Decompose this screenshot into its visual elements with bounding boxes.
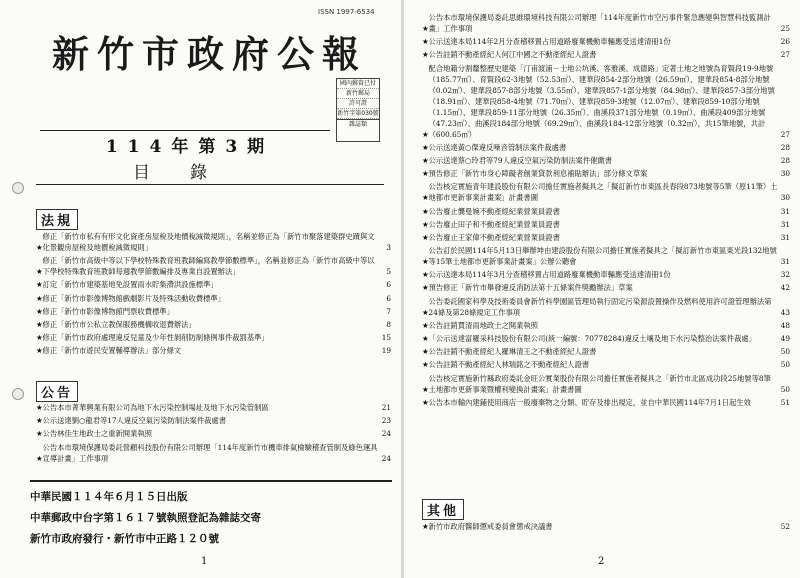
star-bullet-icon: ★ bbox=[36, 403, 43, 412]
toc-entry-page: 50 bbox=[780, 384, 790, 394]
toc-entry[interactable] bbox=[422, 373, 790, 395]
page-number: 2 bbox=[598, 556, 605, 567]
binder-hole bbox=[12, 388, 24, 400]
star-bullet-icon: ★ bbox=[422, 307, 429, 317]
publication-rule bbox=[30, 480, 392, 482]
toc-entry-title: 公示送達本局114年3月分查稽移置占用道路廢棄機動車輛應受送達清冊1份 bbox=[428, 270, 671, 280]
toc-entry[interactable] bbox=[36, 415, 391, 426]
star-bullet-icon: ★ bbox=[422, 129, 429, 139]
star-bullet-icon: ★ bbox=[422, 334, 429, 343]
publisher-address: 新竹市政府發行・新竹市中正路１２０號 bbox=[30, 533, 219, 545]
postal-registration: 中華郵政中台字第１６１７號執照登記為雜誌交寄 bbox=[30, 512, 261, 524]
toc-entry-title: 修正「新竹市遊民安置輔導辦法」部分條文 bbox=[42, 346, 182, 356]
section-heading-announcements: 公告 bbox=[36, 381, 78, 402]
toc-entry-page: 21 bbox=[381, 403, 391, 412]
publication-date: 中華民國１１４年６月１５日出版 bbox=[30, 491, 188, 503]
star-bullet-icon: ★ bbox=[422, 283, 429, 293]
toc-entry-title: 預告修正「新竹市舉發違反消防法第十五條案件獎勵辦法」草案 bbox=[428, 283, 633, 293]
toc-entry[interactable] bbox=[422, 49, 790, 60]
toc-entry-title: 公告廢止王家偉不動產經紀業營業員證書 bbox=[428, 232, 560, 242]
toc-entry[interactable] bbox=[422, 359, 790, 370]
toc-entry-title: 公告註銷不動產經紀人羅琳清王之不動產經紀人證書 bbox=[428, 347, 597, 357]
binder-hole bbox=[12, 182, 24, 194]
star-bullet-icon: ★ bbox=[422, 37, 429, 47]
star-bullet-icon: ★ bbox=[422, 24, 429, 33]
stamp-line: 雜誌類 bbox=[337, 119, 379, 129]
toc-entry[interactable] bbox=[422, 333, 790, 344]
star-bullet-icon: ★ bbox=[422, 360, 429, 370]
star-bullet-icon: ★ bbox=[422, 142, 429, 152]
toc-entry[interactable] bbox=[422, 232, 790, 243]
regulations-list bbox=[36, 231, 391, 359]
toc-entry-title: 公告註銷賈清雨地政士之開業執照 bbox=[428, 320, 538, 330]
toc-entry[interactable] bbox=[36, 402, 391, 413]
toc-entry-title: 公告委託國家科學及技術委員會新竹科學園區管理局執行固定污染源設置操作及燃料使用許可證管理辦法第24條及第28條規定工作事項 bbox=[428, 296, 772, 317]
toc-entry-page: 23 bbox=[381, 416, 391, 426]
announcements-list bbox=[36, 402, 391, 466]
toc-entry[interactable] bbox=[36, 332, 391, 343]
toc-entry-page: 25 bbox=[780, 24, 790, 33]
toc-entry-page: 24 bbox=[381, 453, 391, 463]
toc-entry[interactable] bbox=[36, 345, 391, 356]
toc-entry-title: 訂定「新竹市建築基地免設置雨水貯集滯洪設施標準」 bbox=[42, 280, 218, 290]
stamp-line: 國內郵資已付 bbox=[337, 79, 379, 89]
toc-entry[interactable] bbox=[422, 155, 790, 166]
toc-entry-title: 公告本市環境保護局委託思維環境科技有限公司辦理「114年度新竹市空污事件緊急應變與智慧科技監測計畫」工作事項 bbox=[428, 13, 771, 33]
stamp-line: 新竹郵局 bbox=[337, 89, 379, 99]
star-bullet-icon: ★ bbox=[36, 306, 43, 316]
toc-entry[interactable] bbox=[422, 296, 790, 318]
toc-entry-title: 公告核定實施青年建設股份有限公司擔任實施者擬具之「擬訂新竹市東區長春段873地號等5筆（原11筆）土地都市更新事業計畫案」計畫書圖 bbox=[428, 182, 778, 203]
toc-entry-page: 31 bbox=[780, 206, 790, 216]
toc-entry-page: 27 bbox=[780, 50, 790, 60]
toc-entry-title: 公示送達本局114年2月分查稽移置占用道路廢棄機動車輛應受送達清冊1份 bbox=[428, 37, 671, 47]
toc-entry-page: 6 bbox=[386, 293, 391, 303]
toc-entry-page: 28 bbox=[780, 142, 790, 152]
issue-number: 114年第3期 bbox=[105, 137, 275, 157]
star-bullet-icon: ★ bbox=[36, 453, 43, 463]
star-bullet-icon: ★ bbox=[422, 155, 429, 165]
stamp-line: 許可證 bbox=[337, 99, 379, 109]
toc-entry-page: 6 bbox=[386, 280, 391, 290]
star-bullet-icon: ★ bbox=[422, 169, 429, 179]
toc-entry[interactable] bbox=[422, 63, 790, 140]
toc-entry-page: 50 bbox=[780, 347, 790, 357]
toc-entry[interactable] bbox=[422, 521, 790, 532]
toc-entry[interactable] bbox=[36, 279, 391, 290]
star-bullet-icon: ★ bbox=[422, 50, 429, 60]
toc-entry-page: 7 bbox=[386, 306, 391, 316]
star-bullet-icon: ★ bbox=[36, 429, 43, 439]
toc-entry-page: 8 bbox=[386, 319, 391, 329]
toc-entry[interactable] bbox=[36, 255, 391, 277]
toc-entry-page: 28 bbox=[780, 155, 790, 165]
toc-entry[interactable] bbox=[36, 231, 391, 253]
toc-entry-page: 31 bbox=[780, 219, 790, 229]
star-bullet-icon: ★ bbox=[422, 193, 429, 203]
star-bullet-icon: ★ bbox=[36, 243, 43, 252]
toc-entry-title: 修正「新竹市影像博物館戲劇影片及特殊活動收費標準」 bbox=[42, 293, 225, 303]
toc-entry-page: 30 bbox=[780, 193, 790, 203]
toc-entry[interactable] bbox=[422, 206, 790, 217]
toc-entry-page: 51 bbox=[780, 397, 790, 407]
section-heading-other: 其他 bbox=[422, 499, 464, 520]
star-bullet-icon: ★ bbox=[422, 257, 429, 267]
toc-entry-title: 公告本市菁華興業有限公司為地下水污染控制場址及地下水污染管制區 bbox=[42, 403, 269, 412]
star-bullet-icon: ★ bbox=[36, 293, 43, 303]
toc-entry-page: 43 bbox=[780, 307, 790, 317]
toc-entry-title: 「公示送達富羅采科技股份有限公司(統一編號：70778284)違反土壤及地下水污染整治法案件裁處」 bbox=[428, 334, 756, 343]
toc-entry-page: 3 bbox=[386, 243, 391, 252]
toc-entry-page: 30 bbox=[780, 169, 790, 179]
toc-entry-title: 公示送達黃○傑違反噪音管制法案件裁處書 bbox=[428, 142, 567, 152]
star-bullet-icon: ★ bbox=[422, 219, 429, 229]
publication-info bbox=[30, 487, 392, 550]
star-bullet-icon: ★ bbox=[422, 270, 429, 280]
right-page bbox=[404, 0, 800, 578]
toc-entry-title: 修正「新竹市影像博物館門票收費標準」 bbox=[42, 306, 174, 316]
toc-entry-page: 50 bbox=[780, 360, 790, 370]
star-bullet-icon: ★ bbox=[422, 206, 429, 216]
toc-entry-title: 修正「新竹市私有有形文化資產房屋稅及地價稅減徵規則」，名稱並修正為「新竹市聚落建築群史蹟與文化景觀房屋稅及地價稅減徵規則」 bbox=[42, 232, 375, 252]
star-bullet-icon: ★ bbox=[36, 319, 43, 329]
toc-entry[interactable] bbox=[36, 428, 391, 439]
toc-entry-page: 49 bbox=[780, 334, 790, 343]
toc-entry[interactable] bbox=[422, 346, 790, 357]
stamp-line: 新竹字第030號 bbox=[337, 110, 379, 117]
toc-entry-title: 公示送達蔡○玲君等79人違反空氣污染防制法案件催繳書 bbox=[428, 155, 613, 165]
toc-entry[interactable] bbox=[422, 168, 790, 179]
toc-entry-title: 修正「新竹市政府處理違反兒童及少年性剝削防制條例事件裁罰基準」 bbox=[42, 333, 269, 343]
toc-entry[interactable] bbox=[422, 219, 790, 230]
gazette-title: 新竹市政府公報 bbox=[52, 33, 367, 76]
toc-entry[interactable] bbox=[422, 36, 790, 47]
toc-entry-title: 公告本市輸內建鋪使用商店一般廢棄物之分類、貯存及排出規定，並自中華民國114年7月1日起生效 bbox=[428, 397, 751, 407]
star-bullet-icon: ★ bbox=[422, 347, 429, 357]
star-bullet-icon: ★ bbox=[422, 384, 429, 394]
star-bullet-icon: ★ bbox=[36, 416, 43, 426]
toc-entry-title: 公告核定實施新竹縣政府委託金旺公實業股份有限公司擔任實施者擬具之「新竹市北區成功段25地號等8筆土地都市更新事業暨權利變換計畫案」計畫書圖 bbox=[428, 373, 771, 394]
toc-entry-title: 新竹市政府醫師懲戒委員會懲戒決議書 bbox=[428, 522, 553, 531]
toc-entry-page: 5 bbox=[386, 267, 391, 277]
toc-entry-page: 31 bbox=[780, 232, 790, 242]
toc-entry-title: 公告林佳生地政士之重新開業執照 bbox=[42, 429, 152, 439]
toc-entry-page: 31 bbox=[780, 257, 790, 267]
star-bullet-icon: ★ bbox=[36, 267, 43, 277]
star-bullet-icon: ★ bbox=[422, 397, 429, 407]
toc-entry[interactable] bbox=[422, 397, 790, 408]
title-rule bbox=[40, 130, 330, 131]
toc-entry-page: 32 bbox=[780, 270, 790, 280]
toc-entry[interactable] bbox=[36, 293, 391, 304]
toc-entry-title: 預告修正「新竹市身心障礙者創業貸款利息補貼辦法」部分條文草案 bbox=[428, 169, 648, 179]
star-bullet-icon: ★ bbox=[422, 522, 429, 531]
toc-entry[interactable] bbox=[36, 319, 391, 330]
issn-label: ISSN 1997-6534 bbox=[318, 8, 375, 16]
toc-entry[interactable] bbox=[422, 12, 790, 34]
toc-rule bbox=[36, 184, 384, 185]
page-number: 1 bbox=[201, 556, 208, 567]
toc-entry-title: 公告本市環境保護局委託營顧科技股份有限公司辦理「114年度新竹市機車排氣檢驗稽查管制及綠色運具宣導計畫」工作事項 bbox=[42, 442, 378, 463]
toc-entry[interactable] bbox=[422, 282, 790, 293]
toc-entry-page: 48 bbox=[780, 320, 790, 330]
toc-heading: 目錄 bbox=[133, 163, 247, 183]
toc-entry-page: 19 bbox=[381, 346, 391, 356]
star-bullet-icon: ★ bbox=[36, 280, 43, 290]
star-bullet-icon: ★ bbox=[36, 346, 43, 356]
announcements-continued-list bbox=[422, 12, 790, 410]
toc-entry-page: 42 bbox=[780, 283, 790, 293]
section-heading-regulations: 法規 bbox=[36, 209, 78, 230]
toc-entry-page: 24 bbox=[381, 429, 391, 439]
toc-entry-title: 公示送達劉○龍君等17人違反空氣污染防制法案件裁處書 bbox=[42, 416, 227, 426]
star-bullet-icon: ★ bbox=[422, 320, 429, 330]
toc-entry-title: 公告訂於民國114年5月13日舉辦坤由建設股份有限公司擔任實施者擬具之「擬訂新竹市東區東光段132地號等15筆土地都市更新事業計畫案」公辦公聽會 bbox=[428, 246, 777, 267]
toc-entry[interactable] bbox=[422, 181, 790, 203]
toc-entry-page: 15 bbox=[381, 333, 391, 343]
toc-entry-page: 26 bbox=[780, 37, 790, 47]
toc-entry-title: 公告註銷不動產經紀人何江中國之不動產經紀人證書 bbox=[428, 50, 597, 60]
toc-entry[interactable] bbox=[36, 442, 391, 464]
toc-entry-title: 修正「新竹市高級中等以下學校特殊教育班教師編寫教學節數標準」，名稱並修正為「新竹市高級中等以下學校特殊教育班教師每週教學節數編排及專業自設置辦法」 bbox=[42, 256, 375, 277]
toc-entry[interactable] bbox=[36, 306, 391, 317]
toc-entry-title: 公告註銷不動產經紀人林瑞銘之不動產經紀人證書 bbox=[428, 360, 590, 370]
toc-entry-title: 修正「新竹市公私立教保服務機構收退費辦法」 bbox=[42, 319, 196, 329]
toc-entry[interactable] bbox=[422, 245, 790, 267]
toc-entry[interactable] bbox=[422, 320, 790, 331]
toc-entry[interactable] bbox=[422, 269, 790, 280]
star-bullet-icon: ★ bbox=[36, 333, 43, 343]
star-bullet-icon: ★ bbox=[422, 232, 429, 242]
other-list bbox=[422, 521, 790, 534]
toc-entry[interactable] bbox=[422, 142, 790, 153]
toc-entry-page: 52 bbox=[780, 522, 790, 531]
toc-entry-title: 公告廢止龔曼婉不動產經紀業營業員證書 bbox=[428, 206, 560, 216]
toc-entry-title: 公告廢止田子和不動產經紀業營業員證書 bbox=[428, 219, 560, 229]
toc-entry-page: 27 bbox=[780, 129, 790, 139]
toc-entry-title: 配合地籍分割釐整歷史建築「汀甫渡浦－士地公坑溪、客雅溪、成德路」定著土地之地號為育賢段19-9地號（185.77㎡）、育賢段62-3地號（52.53㎡）、建華段854-2部分地號（26.59㎡）、建華段854-8部分地號（0.02㎡）、建華段857-8部分地號（3.55㎡）、建華段857-1部分地號（84.98㎡）、建華段857-3部分地號（18.91㎡）、建華段858-4地號（71.70㎡）、建華段859-3地號（12.07㎡）、建華段859-10部分地號（1.15㎡）、建華段859-11部分地號（26.35㎡）、曲溪段371部分地號（0.19㎡）、曲溪段409部分地號（47.23㎡）、曲溪段184部分地號（69.29㎡）、曲溪段184-12部分地號（0.32㎡），共15筆地號，共計（600.65㎡） bbox=[428, 63, 775, 139]
